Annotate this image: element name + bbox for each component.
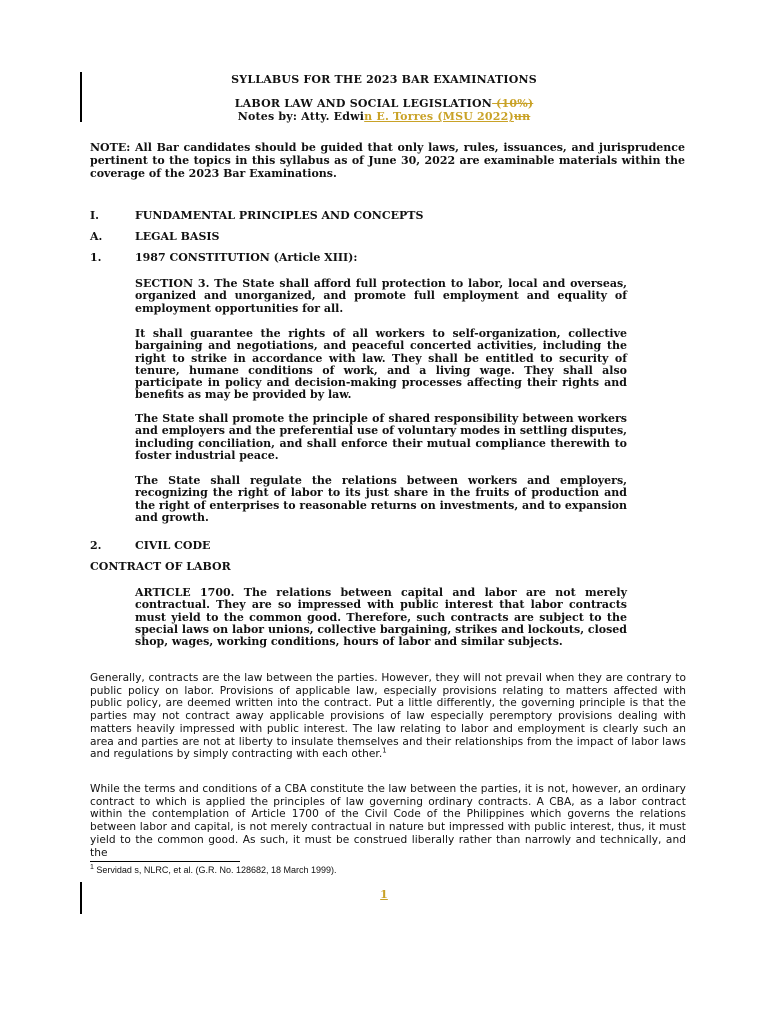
body-paragraph-1-text: Generally, contracts are the law between the parties. However, they will not prevail when they are contrary to public policy on labor. Provisions of applicable law, especially provisions relating to matters affected with public policy, are deemed written into the contract. Put a little differently, the governing principle is that the parties may not contract away applicable provisions of law especially peremptory provisions dealing with matters heavily impressed with public interest. The law relating to labor and employment is clearly such an area and parties are not at liberty to insulate themselves and their relationships from the impact of labor laws and regulations by simply contracting with each other. — [90, 672, 686, 761]
section-a-number: A. — [90, 230, 103, 243]
notes-by-line — [0, 110, 768, 123]
footnote-marker: 1 — [90, 864, 94, 871]
subject-deleted-text: (10%) — [492, 97, 534, 110]
notes-inserted-text: n E. Torres (MSU 2022) — [364, 110, 514, 123]
section-1-number: 1. — [90, 251, 102, 264]
notes-deleted-text: un — [513, 110, 531, 123]
section-2-number: 2. — [90, 539, 102, 552]
body-paragraph-2: While the terms and conditions of a CBA constitute the law between the parties, it is not, however, an ordinary contract to which is applied the principles of law governing ordinary contracts. A CBA, as a labor contract within the contemplation of Article 1700 of the Civil Code of the Philippines which governs the relations between labor and capital, is not merely contractual in nature but impressed with public interest, thus, it must yield to the common good. As such, it must be construed liberally rather than narrowly and technically, and the — [90, 783, 686, 859]
body-paragraph-1 — [90, 672, 686, 761]
section-a-heading: LEGAL BASIS — [135, 230, 220, 243]
bar-note: NOTE: All Bar candidates should be guided that only laws, rules, issuances, and jurisprudence pertinent to the topics in this syllabus as of June 30, 2022 are examinable materials within the coverage of the 2023 Bar Examinations. — [90, 141, 685, 180]
section-2-heading: CIVIL CODE — [135, 539, 211, 552]
constitution-paragraph-2: It shall guarantee the rights of all workers to self-organization, collective bargaining and negotiations, and peaceful concerted activities, including the right to strike in accordance with law. They shall be entitled to security of tenure, humane conditions of work, and a living wage. They shall also participate in policy and decision-making processes affecting their rights and benefits as may be provided by law. — [135, 327, 627, 402]
footnote-reference: 1 — [382, 746, 387, 755]
page-number: 1 — [380, 888, 388, 901]
footnote-separator — [90, 861, 240, 862]
section-i-heading: FUNDAMENTAL PRINCIPLES AND CONCEPTS — [135, 209, 424, 222]
footnote-text: Servidad s, NLRC, et al. (G.R. No. 128682, 18 March 1999). — [93, 865, 337, 875]
contract-of-labor-heading: CONTRACT OF LABOR — [90, 560, 231, 573]
footnote — [90, 865, 337, 875]
constitution-section-3: SECTION 3. The State shall afford full protection to labor, local and overseas, organized and unorganized, and promote full employment and equality of employment opportunities for all. — [135, 277, 627, 315]
section-i-number: I. — [90, 209, 99, 222]
syllabus-title: SYLLABUS FOR THE 2023 BAR EXAMINATIONS — [231, 73, 537, 86]
constitution-paragraph-3: The State shall promote the principle of shared responsibility between workers and employers and the preferential use of voluntary modes in settling disputes, including conciliation, and shall enforce their mutual compliance therewith to foster industrial peace. — [135, 412, 627, 462]
subject-text: LABOR LAW AND SOCIAL LEGISLATION — [234, 97, 493, 110]
civil-code-article-1700: ARTICLE 1700. The relations between capital and labor are not merely contractual. They are so impressed with public interest that labor contracts must yield to the common good. Therefore, such contracts are subject to the special laws on labor unions, collective bargaining, strikes and lockouts, closed shop, wages, working conditions, hours of labor and similar subjects. — [135, 586, 627, 649]
notes-prefix: Notes by: Atty. Edwi — [237, 110, 365, 123]
section-1-heading: 1987 CONSTITUTION (Article XIII): — [135, 251, 358, 264]
constitution-paragraph-4: The State shall regulate the relations between workers and employers, recognizing the right of labor to its just share in the fruits of production and the right of enterprises to reasonable returns on investments, and to expansion and growth. — [135, 474, 627, 524]
subject-title — [0, 97, 768, 110]
